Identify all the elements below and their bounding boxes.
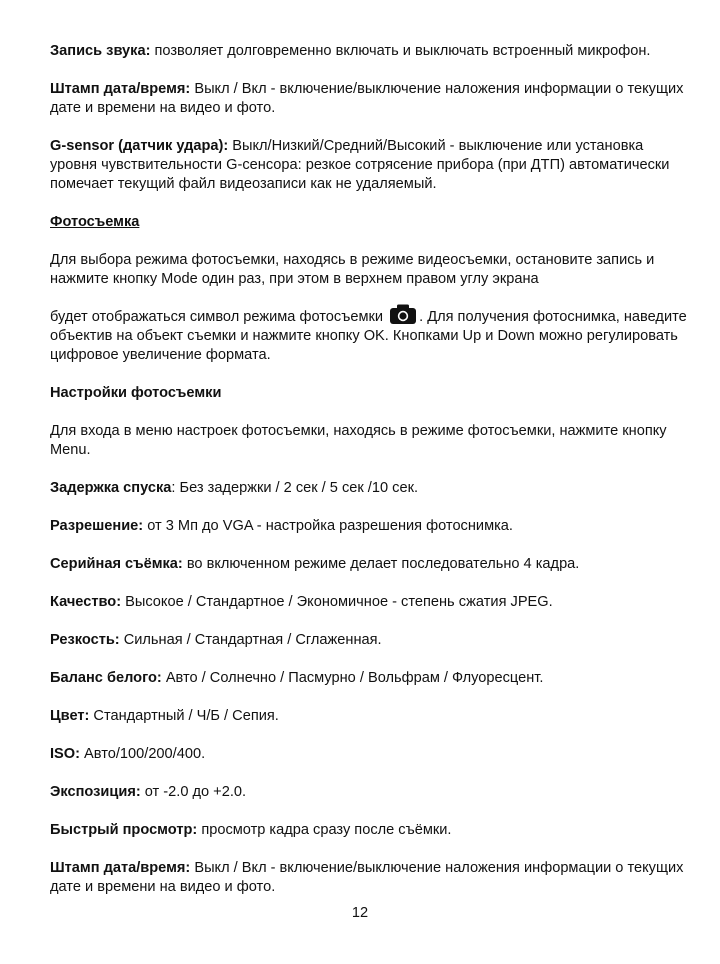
term-description: Выкл / Вкл - включение/выключение наложения информации о текущих дате и времени на видео и фото. [50,81,684,116]
paragraph-date-stamp [50,859,690,897]
paragraph-audio-record [50,42,690,61]
text-segment: . Для получения фотоснимка, наведите объектив на объект съемки и нажмите кнопку OK. Кнопками Up и Down можно регулировать цифровое увеличение формата. [50,309,687,363]
section-heading-photo: Фотосъемка [50,214,140,230]
term-label: Экспозиция: [50,784,141,800]
term-label: Баланс белого: [50,670,162,686]
term-description: просмотр кадра сразу после съёмки. [197,822,452,838]
paragraph-g-sensor [50,137,690,194]
document-page [50,42,690,897]
paragraph-self-timer [50,479,690,498]
term-description: позволяет долговременно включать и выключать встроенный микрофон. [150,43,651,59]
term-label: Задержка спуска [50,480,172,496]
paragraph-photo-settings-intro: Для входа в меню настроек фотосъемки, находясь в режиме фотосъемки, нажмите кнопку Menu. [50,423,667,458]
paragraph-burst [50,555,690,574]
term-description: Высокое / Стандартное / Экономичное - степень сжатия JPEG. [121,594,553,610]
term-description: от -2.0 до +2.0. [140,784,247,800]
paragraph-sharpness [50,631,690,650]
term-description: Авто/100/200/400. [80,746,206,762]
term-description: : Без задержки / 2 сек / 5 сек /10 сек. [171,480,419,496]
paragraph-resolution [50,517,690,536]
term-label: Запись звука: [50,43,151,59]
term-label: Разрешение: [50,518,144,534]
term-label: G-sensor (датчик удара): [50,138,229,154]
term-description: Выкл/Низкий/Средний/Высокий - выключение или установка уровня чувствительности G-сенсора: резкое сотрясение прибора (при ДТП) автоматически помечает текущий файл видеозаписи как не удаляемый. [50,138,670,192]
term-label: Быстрый просмотр: [50,822,198,838]
paragraph-quality [50,593,690,612]
paragraph-exposure [50,783,690,802]
term-label: Резкость: [50,632,120,648]
term-description: Выкл / Вкл - включение/выключение наложения информации о текущих дате и времени на видео и фото. [50,860,684,895]
term-label: Серийная съёмка: [50,556,183,572]
term-label: Качество: [50,594,122,610]
term-label: ISO: [50,746,80,762]
paragraph-photo-mode-details [50,303,690,365]
term-label: Штамп дата/время: [50,860,191,876]
camera-icon [389,303,417,325]
term-label: Штамп дата/время: [50,81,191,97]
term-label: Цвет: [50,708,90,724]
page-number: 12 [351,905,369,921]
paragraph-white-balance [50,669,690,688]
paragraph-color [50,707,690,726]
term-description: Стандартный / Ч/Б / Сепия. [89,708,279,724]
heading-text: Настройки фотосъемки [50,385,222,401]
text-segment: будет отображаться символ режима фотосъемки [50,309,388,325]
paragraph-quick-review [50,821,690,840]
paragraph-photo-mode-intro: Для выбора режима фотосъемки, находясь в режиме видеосъемки, остановите запись и нажмите кнопку Mode один раз, при этом в верхнем правом углу экрана [50,252,655,287]
term-description: от 3 Мп до VGA - настройка разрешения фотоснимка. [143,518,513,534]
paragraph-iso [50,745,690,764]
paragraph-date-stamp [50,80,690,118]
section-heading-photo-settings [50,384,690,403]
term-description: Авто / Солнечно / Пасмурно / Вольфрам / Флуоресцент. [161,670,544,686]
term-description: Сильная / Стандартная / Сглаженная. [119,632,382,648]
term-description: во включенном режиме делает последовательно 4 кадра. [182,556,580,572]
